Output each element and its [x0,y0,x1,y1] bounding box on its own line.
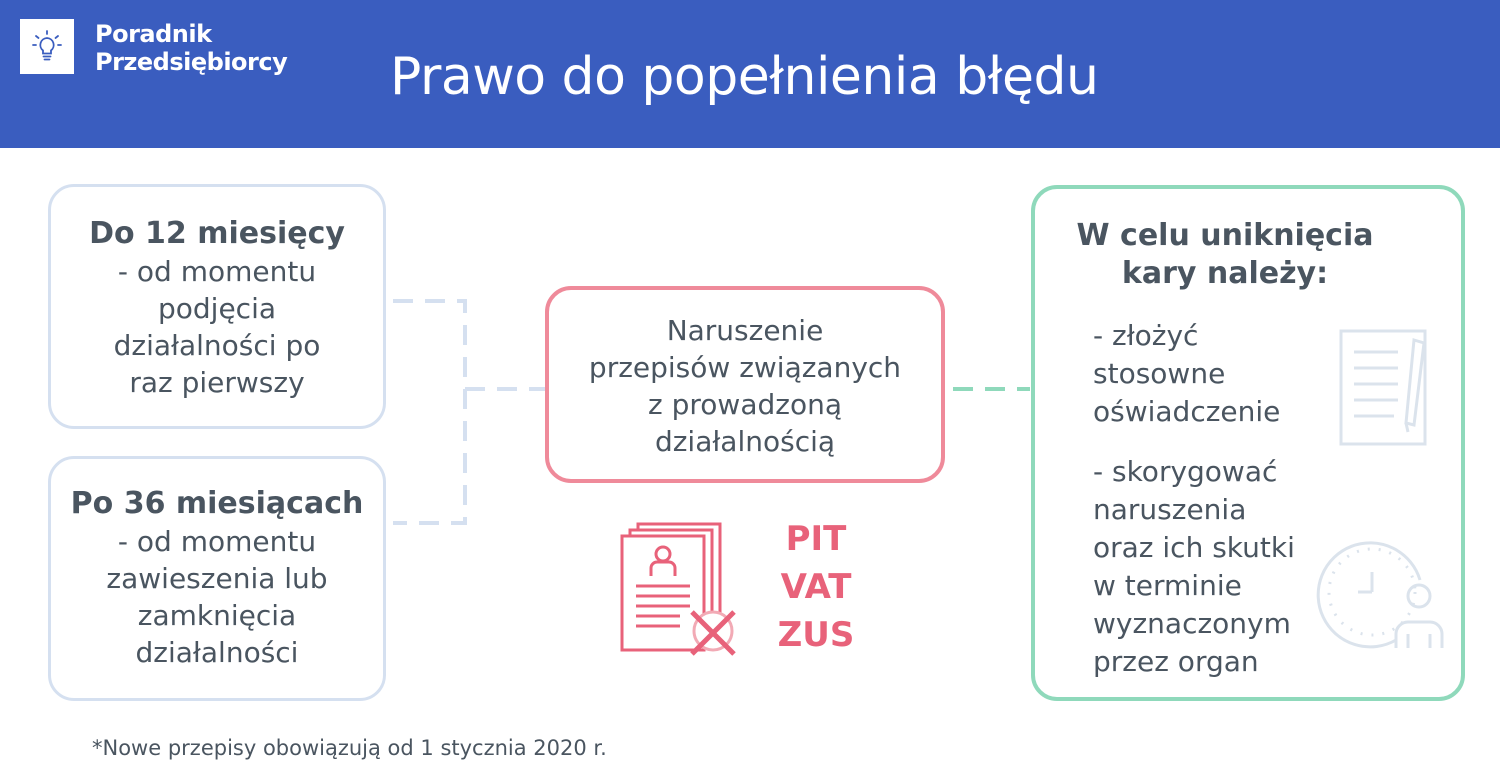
connector-left-top [393,301,465,523]
avoid-penalty-heading [1035,217,1415,293]
box-12-line: działalności po [113,329,321,362]
step-line: naruszenia [1093,493,1247,526]
step-line: oraz ich skutki [1093,531,1295,564]
tax-document-rejected-icon [618,522,746,658]
step-line: przez organ [1093,645,1259,678]
step-line: - skorygować [1093,455,1278,488]
box-12-line: - od momentu [117,255,317,288]
step-line: - złożyć [1093,319,1199,352]
document-pen-icon [1338,328,1432,448]
page-title: Prawo do popełnienia błędu [390,47,1099,107]
box-36-line: zamknięcia [137,599,297,632]
box-36-heading: Po 36 miesiącach [70,486,364,521]
box-36-line: zawieszenia lub [106,562,328,595]
footnote: *Nowe przepisy obowiązują od 1 stycznia 2020 r. [92,736,607,760]
tax-vat: VAT [780,567,852,607]
box-12-line: podjęcia [157,292,276,325]
step-submit-statement [1093,317,1280,431]
box-36-line: działalności [135,636,299,669]
tax-pit: PIT [785,519,847,559]
violation-line: z prowadzoną [648,388,842,421]
brand-line-1: Poradnik [95,20,212,48]
box-12-heading: Do 12 miesięcy [89,216,345,251]
violation-line: przepisów związanych [588,351,902,384]
step-line: w terminie [1093,569,1242,602]
violation-line: działalnością [654,425,836,458]
step-correct-violation [1093,453,1295,681]
step-line: oświadczenie [1093,395,1281,428]
clock-person-icon [1316,540,1446,652]
heading-line: kary należy: [1121,256,1329,291]
tax-list [770,515,862,659]
violation-line: Naruszenie [666,314,824,347]
heading-line: W celu uniknięcia [1076,218,1374,253]
box-12-line: raz pierwszy [129,366,305,399]
tax-zus: ZUS [777,615,855,655]
step-line: wyznaczonym [1093,607,1291,640]
box-36-line: - od momentu [117,525,317,558]
violation-box [545,286,945,483]
step-line: stosowne [1093,357,1226,390]
brand-line-2: Przedsiębiorcy [95,48,288,76]
